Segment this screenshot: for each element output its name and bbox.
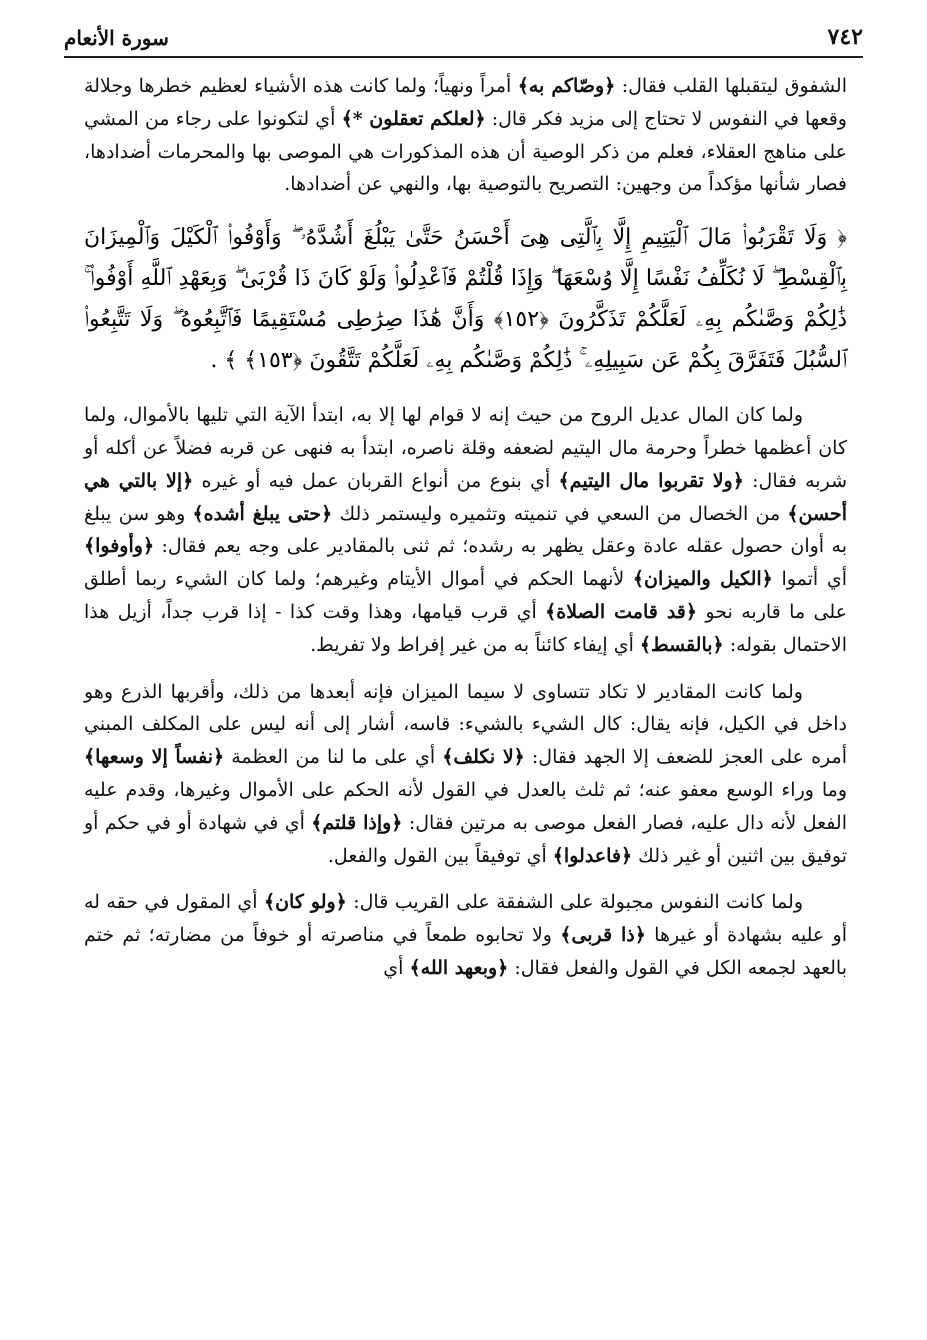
quran-quote: ﴿وبعهد الله﴾ [409, 956, 509, 979]
commentary-text: الشفوق ليتقبلها القلب فقال: [615, 75, 847, 97]
commentary-text: ولما كان المال عديل الروح من حيث إنه لا قوام لها إلا به، ابتدأ الآية التي تليها بالأموال، ولما كان أعظمها خطراً وحرمة مال اليتيم لضعفه وقلة ناصره، ابتدأ به فنهى عن قربه فضلاً عن أكله أو شربه فقال: [84, 404, 847, 492]
page-number: ٧٤٢ [827, 24, 863, 50]
paragraph-2 [84, 399, 847, 661]
commentary-text: أمراً ونهياً؛ ولما كانت هذه الأشياء لعظيم خطرها وجلالة وقعها في النفوس لا تحتاج إلى مزيد فكر قال: [84, 75, 847, 130]
quran-quote: ﴿لعلكم تعقلون *﴾ [341, 107, 486, 130]
commentary-text: ولما كانت المقادير لا تكاد تتساوى لا سيما الميزان فإنه أبعدها من ذلك، وأقربها الذرع وهو داخل في الكيل، فإنه يقال: كال الشيء بالشيء: قاسه، أشار إلى أنه ليس على المكلف المبني أمره على العجز للضعف إلا الجهد فقال: [84, 680, 847, 769]
commentary-text: أي بنوع من أنواع القربان عمل فيه أو غيره [193, 469, 559, 492]
commentary-text: أي إيفاء كائناً به من غير إفراط ولا تفريط. [310, 633, 640, 656]
commentary-text: أي [383, 956, 410, 979]
quran-quote: ﴿الكيل والميزان﴾ [632, 568, 773, 591]
commentary-text: أي في شهادة أو في حكم أو توفيق بين اثنين أو غير ذلك [84, 811, 847, 867]
quran-quote: ﴿وصّاكم به﴾ [517, 75, 616, 97]
quran-quote: ﴿ولو كان﴾ [263, 891, 347, 914]
commentary-text: أي لتكونوا على رجاء من المشي على مناهج العقلاء، فعلم من ذكر الوصية أن هذه المذكورات هي الموصى بها والمحرمات أضدادها، فصار شأنها مؤكداً من وجهين: التصريح بالتوصية بها، والنهي عن أضدادها. [84, 107, 847, 196]
quran-quote: ﴿وأوفوا﴾ [84, 535, 155, 558]
quran-quote: ﴿وإذا قلتم﴾ [311, 811, 403, 834]
commentary-text: أي على ما لنا من العظمة [224, 746, 443, 769]
commentary-text: وما وراء الوسع معفو عنه؛ ثم ثلث بالعدل في القول لأنه الحكم على الأموال وغيرها، وقدم عليه الفعل لأنه دال عليه، فصار الفعل موصى به مرتين فقال: [84, 778, 847, 834]
paragraph-1 [84, 70, 847, 201]
quran-quote: ﴿بالقسط﴾ [639, 633, 724, 656]
commentary-text: أي المقول في حقه له أو عليه بشهادة أو غيرها [84, 891, 847, 947]
quran-quote: ﴿قد قامت الصلاة﴾ [545, 600, 698, 623]
quran-verse-block: ﴿ وَلَا تَقْرَبُوا۟ مَالَ ٱلْيَتِيمِ إِلَّا بِٱلَّتِى هِىَ أَحْسَنُ حَتَّىٰ يَبْلُغَ أَشُدَّهُۥ ۖ وَأَوْفُوا۟ ٱلْكَيْلَ وَٱلْمِيزَانَ بِٱلْقِسْطِ ۖ لَا نُكَلِّفُ نَفْسًا إِلَّا وُسْعَهَا ۖ وَإِذَا قُلْتُمْ فَٱعْدِلُوا۟ وَلَوْ كَانَ ذَا قُرْبَىٰ ۖ وَبِعَهْدِ ٱللَّهِ أَوْفُوا۟ ۚ ذَٰلِكُمْ وَصَّىٰكُم بِهِۦ لَعَلَّكُمْ تَذَكَّرُونَ ﴿١٥٢﴾ وَأَنَّ هَٰذَا صِرَٰطِى مُسْتَقِيمًا فَٱتَّبِعُوهُ ۖ وَلَا تَتَّبِعُوا۟ ٱلسُّبُلَ فَتَفَرَّقَ بِكُمْ عَن سَبِيلِهِۦ ۚ ذَٰلِكُمْ وَصَّىٰكُم بِهِۦ لَعَلَّكُمْ تَتَّقُونَ ﴿١٥٣﴾ ﴾ . [84, 225, 847, 374]
commentary-text: من الخصال من السعي في تنميته وتثميره وليستمر ذلك [332, 502, 788, 525]
commentary-text: ولما كانت النفوس مجبولة على الشفقة على القريب قال: [346, 891, 803, 914]
page-body [84, 70, 847, 999]
quran-quote: ﴿حتى يبلغ أشده﴾ [192, 502, 333, 525]
quran-quote: ﴿ذا قربى﴾ [560, 924, 646, 947]
commentary-text: ولا تحابوه طمعاً في مناصرته أو خوفاً من مضارته؛ ثم ختم بالعهد لجمعه الكل في القول والفعل فقال: [84, 924, 847, 979]
commentary-text: وهو سن يبلغ به أوان حصول عقله عادة وعقل يظهر به رشده؛ ثم ثنى بالمقادير على وجه يعم فقال: [84, 502, 847, 558]
quran-quote: ﴿نفساً إلا وسعها﴾ [84, 746, 225, 769]
paragraph-4 [84, 886, 847, 984]
quran-quote: ﴿ولا تقربوا مال اليتيم﴾ [558, 469, 744, 492]
commentary-text: أي أتموا [772, 568, 847, 591]
page-header [64, 22, 863, 58]
commentary-text: أي توفيقاً بين القول والفعل. [327, 844, 553, 867]
quran-quote: ﴿لا نكلف﴾ [442, 746, 525, 769]
commentary-text: لأنهما الحكم في أموال الأيتام وغيرهم؛ ولما كان الشيء ربما أطلق على ما قاربه نحو [84, 568, 848, 623]
commentary-text: أي قرب قيامها، وهذا وقت كذا - إذا قرب جداً، أزيل هذا الاحتمال بقوله: [84, 600, 847, 656]
surah-title: سورة الأنعام [64, 26, 169, 50]
quran-quote: ﴿إلا بالتي هي أحسن﴾ [84, 469, 847, 525]
quran-quote: ﴿فاعدلوا﴾ [552, 844, 633, 867]
paragraph-3 [84, 676, 847, 873]
